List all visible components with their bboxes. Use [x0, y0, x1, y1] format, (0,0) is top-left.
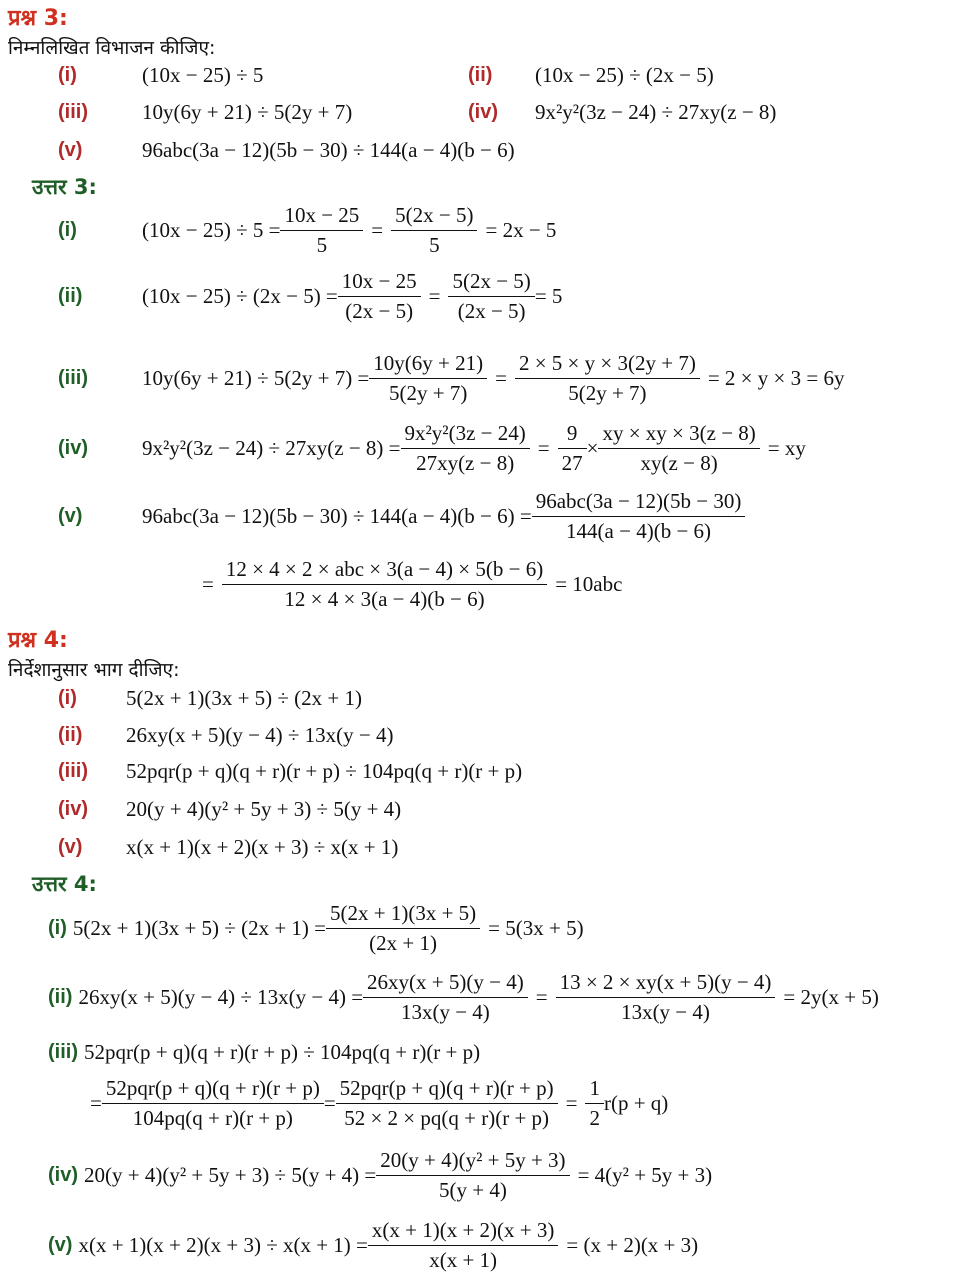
a3-row-label: (i) — [58, 218, 77, 241]
a4-row-label: (i) — [48, 916, 67, 939]
fraction-numerator: 9 — [558, 421, 587, 449]
q4-item-label: (i) — [58, 687, 77, 709]
fraction-denominator: 104pq(q + r)(r + p) — [132, 1105, 293, 1130]
fraction-numerator: 9x²y²(3z − 24) — [401, 421, 530, 449]
fraction-numerator: 52pqr(p + q)(q + r)(r + p) — [336, 1076, 558, 1104]
fraction-numerator: 26xy(x + 5)(y − 4) — [363, 970, 528, 998]
equals-sign: = — [202, 571, 214, 596]
fraction — [326, 901, 480, 956]
q4-item-expr: 26xy(x + 5)(y − 4) ÷ 13x(y − 4) — [126, 723, 394, 747]
fraction-denominator: 13x(y − 4) — [400, 999, 490, 1024]
q3-item-expr: 96abc(3a − 12)(5b − 30) ÷ 144(a − 4)(b − 6) — [142, 138, 515, 162]
q3-item-label: (i) — [58, 64, 77, 86]
equals-sign: = — [537, 435, 550, 460]
fraction-denominator: 5 — [316, 232, 328, 257]
q4-item-expr: 5(2x + 1)(3x + 5) ÷ (2x + 1) — [126, 686, 363, 710]
equals-sign: = — [323, 1090, 336, 1115]
a3-row-result: = 2 × y × 3 = 6y — [707, 365, 845, 390]
fraction-denominator: 12 × 4 × 3(a − 4)(b − 6) — [284, 586, 485, 611]
fraction-numerator: 52pqr(p + q)(q + r)(r + p) — [102, 1076, 324, 1104]
q3-item-label: (v) — [58, 139, 83, 161]
fraction-denominator: 2 — [589, 1105, 600, 1130]
fraction — [556, 970, 776, 1025]
a4-row-label: (v) — [48, 1233, 73, 1256]
a4-row-result: r(p + q) — [603, 1090, 669, 1115]
a4-row-continuation — [90, 1074, 668, 1132]
fraction-numerator: 2 × 5 × y × 3(2y + 7) — [515, 351, 700, 379]
fraction-denominator: 27 — [561, 450, 583, 475]
fraction-numerator: 5(2x + 1)(3x + 5) — [326, 901, 480, 929]
a4-row — [48, 1038, 480, 1066]
a3-row-lhs: (10x − 25) ÷ (2x − 5) = — [142, 283, 338, 308]
fraction — [585, 1076, 604, 1131]
equals-sign: = — [428, 283, 441, 308]
q3-item-expr: 9x²y²(3z − 24) ÷ 27xy(z − 8) — [535, 100, 777, 124]
a3-row-label: (iv) — [58, 436, 88, 459]
fraction — [532, 489, 746, 544]
fraction-denominator: xy(z − 8) — [640, 450, 718, 475]
q4-heading: प्रश्न 4: — [8, 628, 68, 653]
a4-row — [48, 899, 584, 957]
fraction-numerator: 5(2x − 5) — [391, 203, 477, 231]
a4-row-result: = (x + 2)(x + 3) — [566, 1232, 699, 1257]
equals-sign: = — [90, 1090, 102, 1115]
fraction — [368, 1218, 559, 1273]
a4-row-lhs: 52pqr(p + q)(q + r)(r + p) ÷ 104pq(q + r)(r + p) — [84, 1039, 481, 1064]
fraction-numerator: 10x − 25 — [338, 269, 421, 297]
fraction-numerator: x(x + 1)(x + 2)(x + 3) — [368, 1218, 559, 1246]
fraction — [448, 269, 534, 324]
fraction-denominator: 5(2y + 7) — [568, 380, 647, 405]
a3-continuation — [202, 556, 622, 612]
fraction — [369, 351, 487, 406]
fraction-numerator: 1 — [585, 1076, 604, 1104]
a3-row-lhs: (10x − 25) ÷ 5 = — [142, 217, 281, 242]
q4-instruction: निर्देशानुसार भाग दीजिए: — [8, 659, 180, 681]
a4-row-lhs: 26xy(x + 5)(y − 4) ÷ 13x(y − 4) = — [78, 984, 364, 1009]
fraction — [336, 1076, 558, 1131]
q4-item-expr: x(x + 1)(x + 2)(x + 3) ÷ x(x + 1) — [126, 835, 399, 859]
q4-item-label: (v) — [58, 836, 83, 858]
fraction-denominator: 27xy(z − 8) — [416, 450, 515, 475]
a3-row — [58, 268, 562, 324]
equals-sign: = — [535, 984, 548, 1009]
fraction-denominator: (2x + 1) — [369, 930, 437, 955]
fraction — [401, 421, 530, 476]
fraction-numerator: xy × xy × 3(z − 8) — [598, 421, 759, 449]
fraction — [338, 269, 421, 324]
fraction-denominator: (2x − 5) — [457, 298, 526, 323]
a4-row-lhs: x(x + 1)(x + 2)(x + 3) ÷ x(x + 1) = — [78, 1232, 368, 1257]
a3-result: = 10abc — [555, 571, 623, 596]
a3-row — [58, 488, 745, 544]
a4-row — [48, 1144, 712, 1206]
equals-sign: = — [565, 1090, 578, 1115]
a3-row-label: (v) — [58, 504, 83, 527]
q3-heading: प्रश्न 3: — [8, 6, 68, 31]
a3-row-lhs: 9x²y²(3z − 24) ÷ 27xy(z − 8) = — [142, 435, 401, 460]
fraction — [102, 1076, 324, 1131]
q4-item-expr: 52pqr(p + q)(q + r)(r + p) ÷ 104pq(q + r)(r + p) — [126, 759, 523, 783]
fraction — [363, 970, 528, 1025]
a4-row-label: (ii) — [48, 985, 73, 1008]
q4-item-label: (iii) — [58, 760, 88, 782]
fraction-numerator: 96abc(3a − 12)(5b − 30) — [532, 489, 746, 517]
fraction — [515, 351, 700, 406]
fraction-denominator: 144(a − 4)(b − 6) — [566, 518, 712, 543]
q3-item-label: (ii) — [468, 64, 493, 86]
a3-row-label: (iii) — [58, 366, 88, 389]
multiply-sign: × — [586, 435, 599, 460]
fraction-numerator: 13 × 2 × xy(x + 5)(y − 4) — [556, 970, 776, 998]
a4-row — [48, 968, 879, 1026]
equals-sign: = — [495, 365, 507, 390]
a4-row-label: (iii) — [48, 1040, 78, 1063]
q4-item-label: (ii) — [58, 724, 83, 746]
equals-sign: = — [371, 217, 384, 242]
fraction-denominator: 5 — [429, 232, 440, 257]
fraction-numerator: 20(y + 4)(y² + 5y + 3) — [376, 1148, 569, 1176]
fraction-denominator: 52 × 2 × pq(q + r)(r + p) — [344, 1105, 550, 1130]
a4-heading: उत्तर 4: — [32, 872, 97, 896]
a4-row-result: = 2y(x + 5) — [783, 984, 879, 1009]
fraction-numerator: 10y(6y + 21) — [369, 351, 487, 379]
fraction-denominator: 5(2y + 7) — [389, 380, 468, 405]
a4-row-lhs: 5(2x + 1)(3x + 5) ÷ (2x + 1) = — [72, 915, 326, 940]
fraction — [558, 421, 587, 476]
a3-row — [58, 420, 806, 476]
q3-item-expr: (10x − 25) ÷ (2x − 5) — [535, 63, 714, 87]
a4-row — [48, 1214, 698, 1276]
a3-row-lhs: 10y(6y + 21) ÷ 5(2y + 7) = — [142, 365, 370, 390]
a3-row-result: = xy — [767, 435, 806, 460]
q3-item-expr: (10x − 25) ÷ 5 — [142, 63, 264, 87]
fraction-denominator: 5(y + 4) — [438, 1177, 507, 1202]
q3-item-label: (iii) — [58, 101, 88, 123]
a3-heading: उत्तर 3: — [32, 175, 97, 199]
fraction-denominator: (2x − 5) — [345, 298, 414, 323]
fraction-numerator: 5(2x − 5) — [448, 269, 534, 297]
a3-row-label: (ii) — [58, 284, 83, 307]
q4-item-label: (iv) — [58, 798, 88, 820]
fraction — [222, 557, 547, 612]
q3-item-label: (iv) — [468, 101, 498, 123]
fraction-denominator: 13x(y − 4) — [621, 999, 710, 1024]
fraction — [391, 203, 477, 258]
a3-row — [58, 204, 556, 256]
a4-row-lhs: 20(y + 4)(y² + 5y + 3) ÷ 5(y + 4) = — [84, 1162, 377, 1187]
a4-row-label: (iv) — [48, 1163, 78, 1186]
a4-row-result: = 4(y² + 5y + 3) — [577, 1162, 713, 1187]
q3-instruction: निम्नलिखित विभाजन कीजिए: — [8, 37, 216, 59]
q4-item-expr: 20(y + 4)(y² + 5y + 3) ÷ 5(y + 4) — [126, 797, 402, 821]
fraction — [280, 203, 363, 258]
fraction-numerator: 10x − 25 — [280, 203, 363, 231]
q3-item-expr: 10y(6y + 21) ÷ 5(2y + 7) — [142, 100, 353, 124]
a3-row-lhs: 96abc(3a − 12)(5b − 30) ÷ 144(a − 4)(b − 6) = — [142, 503, 532, 528]
fraction-denominator: x(x + 1) — [429, 1247, 498, 1272]
a3-row-result: = 5 — [534, 283, 563, 308]
fraction — [376, 1148, 569, 1203]
fraction-numerator: 12 × 4 × 2 × abc × 3(a − 4) × 5(b − 6) — [222, 557, 547, 585]
a3-row — [58, 350, 844, 406]
a3-row-result: = 2x − 5 — [485, 217, 557, 242]
fraction — [598, 421, 759, 476]
a4-row-result: = 5(3x + 5) — [488, 915, 584, 940]
